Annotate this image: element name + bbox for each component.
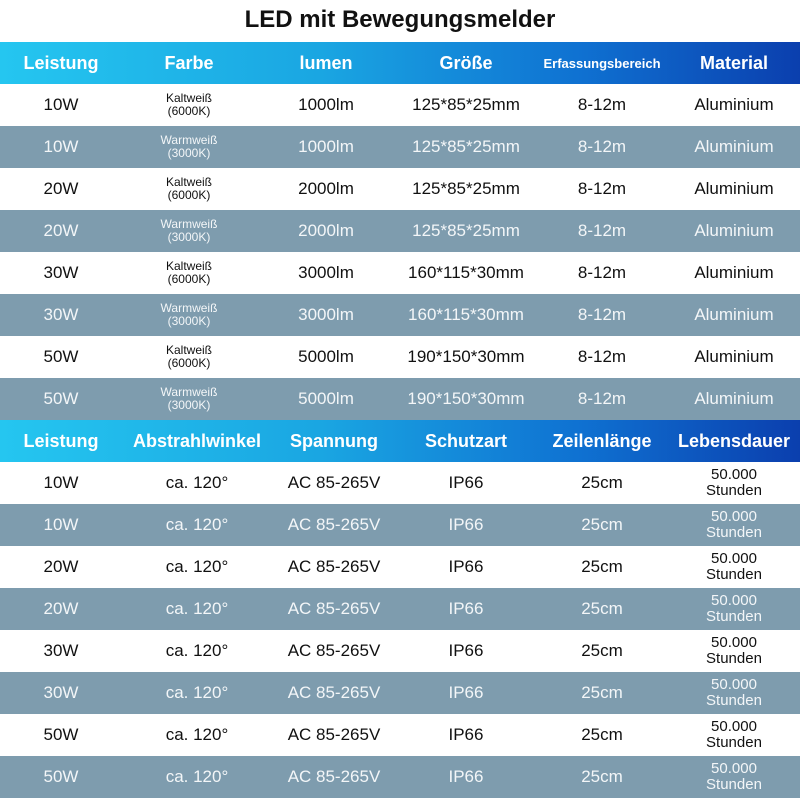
cell-lumen: 5000lm — [298, 389, 354, 408]
cell-range: 8-12m — [577, 263, 627, 282]
lifetime-unit: Stunden — [706, 650, 762, 667]
cell-protection: IP66 — [448, 767, 484, 786]
cell-color — [122, 336, 256, 378]
cell-color — [122, 210, 256, 252]
header-spannung: Spannung — [290, 430, 378, 451]
cell-lifetime — [668, 672, 800, 714]
cell-voltage: AC 85-265V — [287, 515, 381, 534]
cell-protection: IP66 — [448, 515, 484, 534]
lifetime-hours: 50.000 — [711, 634, 757, 651]
cell-range: 8-12m — [577, 221, 627, 240]
cell-power: 10W — [43, 137, 79, 156]
table-row — [0, 294, 800, 336]
cell-length: 25cm — [581, 683, 623, 702]
cell-power: 20W — [43, 221, 79, 240]
cell-material: Aluminium — [694, 263, 774, 282]
cell-angle: ca. 120° — [165, 725, 229, 744]
header-groesse: Größe — [439, 52, 493, 73]
cell-protection: IP66 — [448, 599, 484, 618]
lifetime-hours: 50.000 — [711, 718, 757, 735]
color-temperature: (3000K) — [167, 314, 211, 328]
cell-lumen: 2000lm — [298, 179, 354, 198]
cell-material: Aluminium — [694, 389, 774, 408]
color-temperature: (3000K) — [167, 230, 211, 244]
color-temperature: (6000K) — [167, 104, 211, 118]
cell-voltage: AC 85-265V — [287, 557, 381, 576]
header-leistung: Leistung — [23, 430, 99, 451]
cell-angle: ca. 120° — [165, 683, 229, 702]
cell-angle: ca. 120° — [165, 599, 229, 618]
lifetime-hours: 50.000 — [711, 508, 757, 525]
cell-lumen: 1000lm — [298, 95, 354, 114]
table-row — [0, 168, 800, 210]
cell-range: 8-12m — [577, 347, 627, 366]
cell-angle: ca. 120° — [165, 557, 229, 576]
lifetime-unit: Stunden — [706, 566, 762, 583]
cell-power: 10W — [43, 515, 79, 534]
cell-angle: ca. 120° — [165, 515, 229, 534]
cell-voltage: AC 85-265V — [287, 599, 381, 618]
lifetime-hours: 50.000 — [711, 466, 757, 483]
table-row — [0, 336, 800, 378]
cell-lumen: 3000lm — [298, 263, 354, 282]
cell-angle: ca. 120° — [165, 641, 229, 660]
header-abstrahlwinkel: Abstrahlwinkel — [132, 430, 262, 451]
cell-voltage: AC 85-265V — [287, 725, 381, 744]
lifetime-unit: Stunden — [706, 608, 762, 625]
cell-voltage: AC 85-265V — [287, 641, 381, 660]
color-temperature: (3000K) — [167, 398, 211, 412]
cell-size: 125*85*25mm — [412, 179, 520, 198]
cell-range: 8-12m — [577, 305, 627, 324]
color-temperature: (3000K) — [167, 146, 211, 160]
lifetime-hours: 50.000 — [711, 592, 757, 609]
cell-size: 125*85*25mm — [412, 95, 520, 114]
table-row — [0, 714, 800, 756]
table-body — [0, 84, 800, 420]
cell-size: 125*85*25mm — [412, 137, 520, 156]
cell-color — [122, 168, 256, 210]
cell-lifetime — [668, 756, 800, 798]
cell-range: 8-12m — [577, 95, 627, 114]
cell-color — [122, 252, 256, 294]
lifetime-hours: 50.000 — [711, 550, 757, 567]
table-body — [0, 462, 800, 798]
color-name: Warmweiß — [160, 133, 218, 147]
cell-length: 25cm — [581, 557, 623, 576]
cell-material: Aluminium — [694, 137, 774, 156]
cell-size: 160*115*30mm — [408, 305, 524, 324]
cell-material: Aluminium — [694, 221, 774, 240]
cell-lifetime — [668, 546, 800, 588]
cell-power: 50W — [43, 767, 79, 786]
table-row — [0, 546, 800, 588]
header-schutzart: Schutzart — [424, 430, 507, 451]
header-farbe: Farbe — [164, 52, 214, 73]
cell-power: 50W — [43, 347, 79, 366]
table-row — [0, 630, 800, 672]
header-material: Material — [699, 52, 769, 73]
color-name: Kaltweiß — [165, 259, 212, 273]
table-row — [0, 210, 800, 252]
cell-lifetime — [668, 714, 800, 756]
cell-range: 8-12m — [577, 179, 627, 198]
cell-length: 25cm — [581, 473, 623, 492]
lifetime-unit: Stunden — [706, 734, 762, 751]
cell-color — [122, 84, 256, 126]
cell-material: Aluminium — [694, 179, 774, 198]
cell-protection: IP66 — [448, 473, 484, 492]
cell-power: 30W — [43, 305, 79, 324]
color-name: Warmweiß — [160, 385, 218, 399]
cell-voltage: AC 85-265V — [287, 683, 381, 702]
table-row — [0, 588, 800, 630]
cell-power: 10W — [43, 473, 79, 492]
color-name: Kaltweiß — [165, 343, 212, 357]
header-erfassungsbereich: Erfassungsbereich — [543, 55, 661, 71]
cell-material: Aluminium — [694, 347, 774, 366]
cell-lifetime — [668, 504, 800, 546]
table-row — [0, 378, 800, 420]
cell-length: 25cm — [581, 725, 623, 744]
cell-size: 190*150*30mm — [407, 347, 525, 366]
cell-power: 30W — [43, 263, 79, 282]
cell-length: 25cm — [581, 599, 623, 618]
cell-angle: ca. 120° — [165, 473, 229, 492]
lifetime-unit: Stunden — [706, 524, 762, 541]
cell-power: 50W — [43, 389, 79, 408]
header-lebensdauer: Lebensdauer — [677, 430, 791, 451]
cell-lumen: 5000lm — [298, 347, 354, 366]
table-row — [0, 462, 800, 504]
color-temperature: (6000K) — [167, 356, 211, 370]
cell-size: 125*85*25mm — [412, 221, 520, 240]
cell-material: Aluminium — [694, 95, 774, 114]
cell-angle: ca. 120° — [165, 767, 229, 786]
table-row — [0, 504, 800, 546]
cell-length: 25cm — [581, 641, 623, 660]
cell-length: 25cm — [581, 515, 623, 534]
cell-lifetime — [668, 630, 800, 672]
cell-power: 30W — [43, 683, 79, 702]
cell-power: 20W — [43, 179, 79, 198]
cell-color — [122, 378, 256, 420]
color-temperature: (6000K) — [167, 272, 211, 286]
cell-lumen: 3000lm — [298, 305, 354, 324]
color-name: Kaltweiß — [165, 175, 212, 189]
cell-protection: IP66 — [448, 725, 484, 744]
header-leistung: Leistung — [23, 52, 99, 73]
cell-size: 160*115*30mm — [408, 263, 524, 282]
header-lumen: lumen — [299, 52, 353, 73]
cell-material: Aluminium — [694, 305, 774, 324]
lifetime-unit: Stunden — [706, 482, 762, 499]
cell-voltage: AC 85-265V — [287, 767, 381, 786]
cell-protection: IP66 — [448, 683, 484, 702]
cell-power: 50W — [43, 725, 79, 744]
lifetime-hours: 50.000 — [711, 760, 757, 777]
lifetime-unit: Stunden — [706, 692, 762, 709]
cell-lumen: 2000lm — [298, 221, 354, 240]
spec-table-1 — [0, 42, 800, 420]
cell-lifetime — [668, 462, 800, 504]
table-row — [0, 756, 800, 798]
table-row — [0, 126, 800, 168]
lifetime-unit: Stunden — [706, 776, 762, 793]
color-name: Warmweiß — [160, 217, 218, 231]
cell-range: 8-12m — [577, 389, 627, 408]
cell-protection: IP66 — [448, 641, 484, 660]
color-name: Kaltweiß — [165, 91, 212, 105]
cell-color — [122, 294, 256, 336]
table-row — [0, 84, 800, 126]
table-header — [0, 42, 800, 84]
page-title: LED mit Bewegungsmelder — [244, 6, 556, 33]
cell-lifetime — [668, 588, 800, 630]
cell-range: 8-12m — [577, 137, 627, 156]
cell-power: 10W — [43, 95, 79, 114]
color-temperature: (6000K) — [167, 188, 211, 202]
lifetime-hours: 50.000 — [711, 676, 757, 693]
cell-power: 20W — [43, 599, 79, 618]
table-header — [0, 420, 800, 462]
spec-table-2 — [0, 420, 800, 798]
cell-length: 25cm — [581, 767, 623, 786]
cell-voltage: AC 85-265V — [287, 473, 381, 492]
table-row — [0, 672, 800, 714]
cell-power: 20W — [43, 557, 79, 576]
color-name: Warmweiß — [160, 301, 218, 315]
cell-lumen: 1000lm — [298, 137, 354, 156]
cell-color — [122, 126, 256, 168]
cell-protection: IP66 — [448, 557, 484, 576]
cell-power: 30W — [43, 641, 79, 660]
header-zeilenlaenge: Zeilenlänge — [552, 430, 652, 451]
cell-size: 190*150*30mm — [407, 389, 525, 408]
table-row — [0, 252, 800, 294]
